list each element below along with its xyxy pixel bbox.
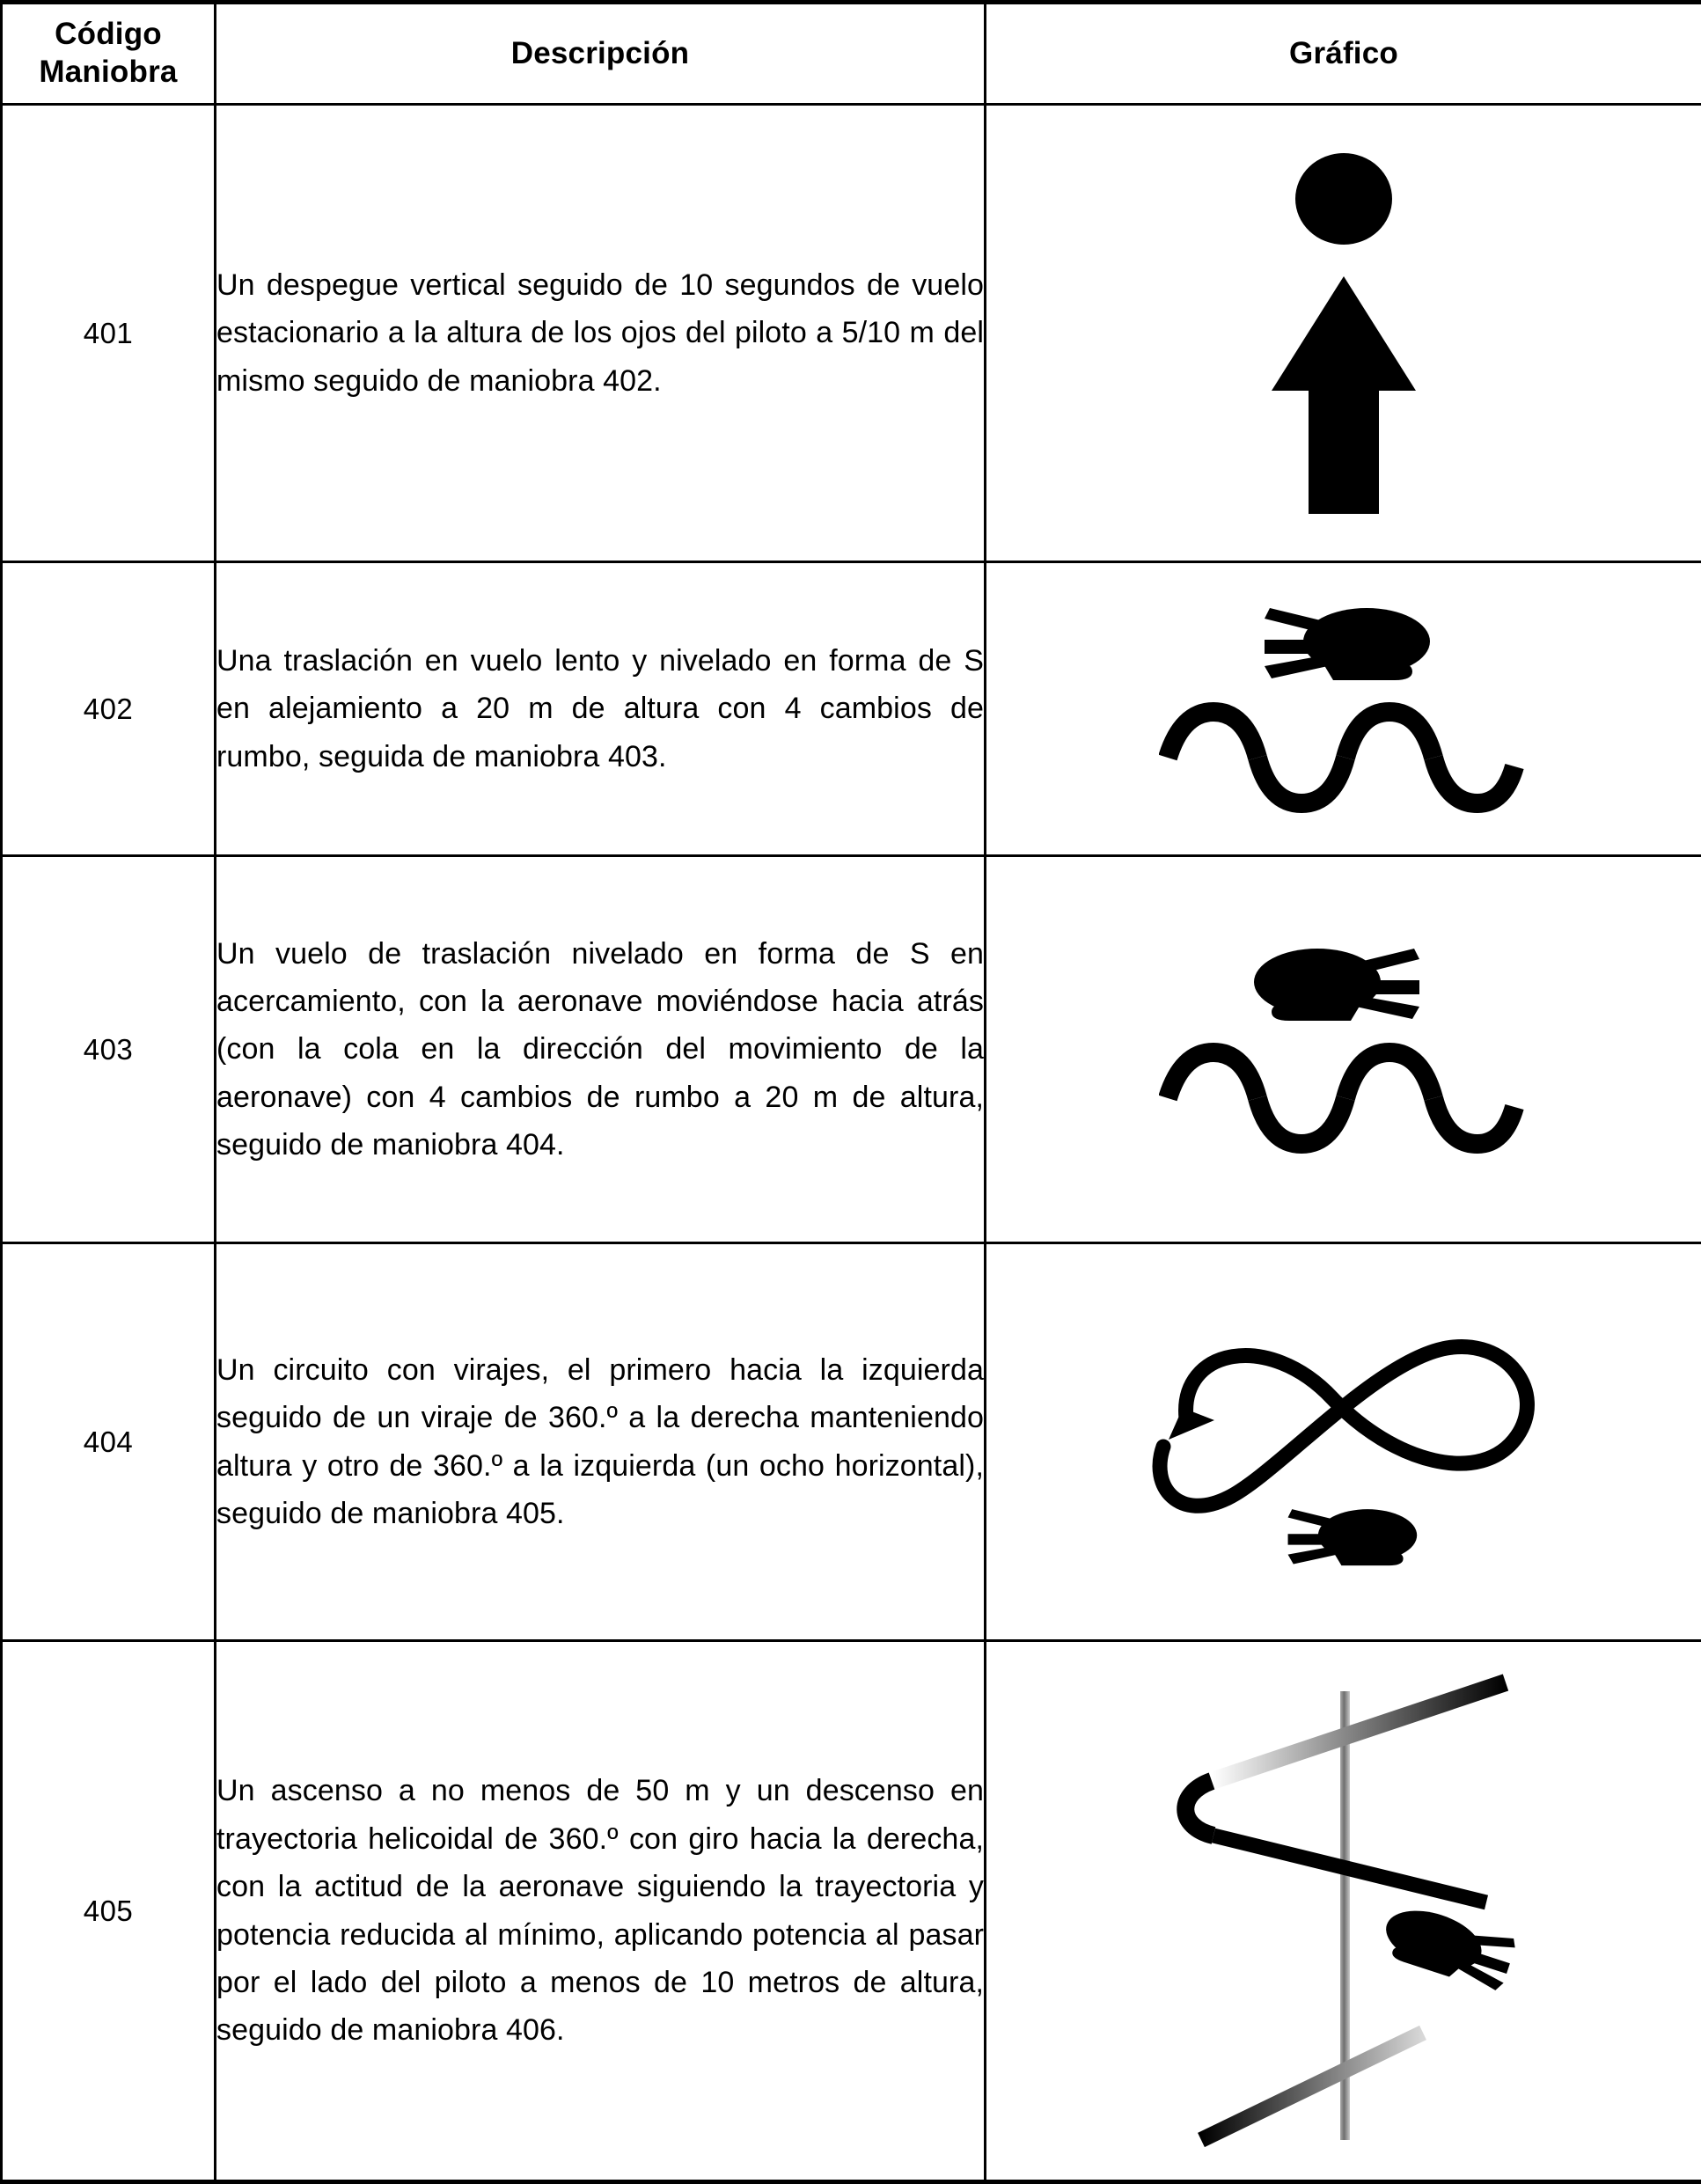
maneuver-code-cell: 403 xyxy=(2,856,216,1243)
horizontal-figure-eight-icon xyxy=(1137,1315,1551,1570)
serpentine-s-path-icon xyxy=(1168,712,1514,803)
upward-arrow-shape xyxy=(1272,276,1416,514)
helicopter-facing-left-icon xyxy=(1377,1900,1517,1993)
maneuver-description-cell xyxy=(216,1243,986,1641)
table-row xyxy=(2,856,1701,1243)
maneuver-code-cell: 405 xyxy=(2,1641,216,2182)
maneuver-graphic-cell xyxy=(986,562,1701,856)
column-header-grafico: Gráfico xyxy=(986,3,1701,105)
table-row xyxy=(2,562,1701,856)
maneuver-description-text: Un vuelo de traslación nivelado en forma de S en acercamiento, con la aeronave moviéndose hacia atrás (con la cola en la dirección del movimiento de la aeronave) con 4 cambios de rumbo a 20 m de altura, seguido de maniobra 404. xyxy=(216,930,984,1169)
helicopter-facing-left-icon xyxy=(1254,949,1419,1021)
hover-point-dot xyxy=(1295,153,1392,245)
helicopter-facing-right-icon xyxy=(1265,608,1430,680)
maneuver-description-text: Una traslación en vuelo lento y nivelado en forma de S en alejamiento a 20 m de altura con 4 cambios de rumbo, seguida de maniobra 403. xyxy=(216,637,984,781)
maneuver-description-cell xyxy=(216,1641,986,2182)
maneuver-code-cell: 401 xyxy=(2,105,216,562)
column-header-descripcion: Descripción xyxy=(216,3,986,105)
table-row xyxy=(2,1243,1701,1641)
figure-eight-loop-shape xyxy=(1160,1346,1527,1506)
helical-descent-icon xyxy=(1150,1647,1537,2175)
maneuver-description-text: Un ascenso a no menos de 50 m y un descenso en trayectoria helicoidal de 360.º con giro hacia la derecha, con la actitud de la aeronave siguiendo la trayectoria y potencia reducida al mínimo, aplicando potencia al pasar por el lado del piloto a menos de 10 metros de altura, seguido de maniobra 406. xyxy=(216,1767,984,2054)
table-header xyxy=(2,3,1701,105)
maneuver-graphic-cell xyxy=(986,856,1701,1243)
maneuver-description-text: Un circuito con virajes, el primero hacia la izquierda seguido de un viraje de 360.º a la derecha manteniendo altura y otro de 360.º a la izquierda (un ocho horizontal), seguido de maniobra 405. xyxy=(216,1346,984,1538)
serpentine-s-path-icon xyxy=(1168,1052,1514,1144)
header-row xyxy=(2,3,1701,105)
maneuver-graphic-cell xyxy=(986,1641,1701,2182)
maneuver-code-cell: 404 xyxy=(2,1243,216,1641)
helicopter-facing-right-icon xyxy=(1288,1509,1418,1565)
column-header-codigo-line2: Maniobra xyxy=(10,54,207,92)
vertical-takeoff-arrow-icon xyxy=(1212,144,1476,523)
table-row xyxy=(2,1641,1701,2182)
maneuver-graphic-cell xyxy=(986,1243,1701,1641)
maneuver-graphic-cell xyxy=(986,105,1701,562)
maneuver-description-cell xyxy=(216,562,986,856)
maneuver-description-cell xyxy=(216,105,986,562)
maneuver-description-text: Un despegue vertical seguido de 10 segundos de vuelo estacionario a la altura de los ojos del piloto a 5/10 m del mismo seguido de maniobra 402. xyxy=(216,261,984,405)
helicopter-over-s-path-outbound-icon xyxy=(1159,599,1529,819)
maneuver-description-cell xyxy=(216,856,986,1243)
maneuver-code-cell: 402 xyxy=(2,562,216,856)
helicopter-over-s-path-inbound-icon xyxy=(1159,940,1529,1160)
column-header-codigo-line1: Código xyxy=(10,16,207,54)
table-row xyxy=(2,105,1701,562)
table-body xyxy=(2,105,1701,2182)
column-header-codigo-maniobra xyxy=(2,3,216,105)
left-arrowhead-icon xyxy=(1169,1408,1214,1440)
